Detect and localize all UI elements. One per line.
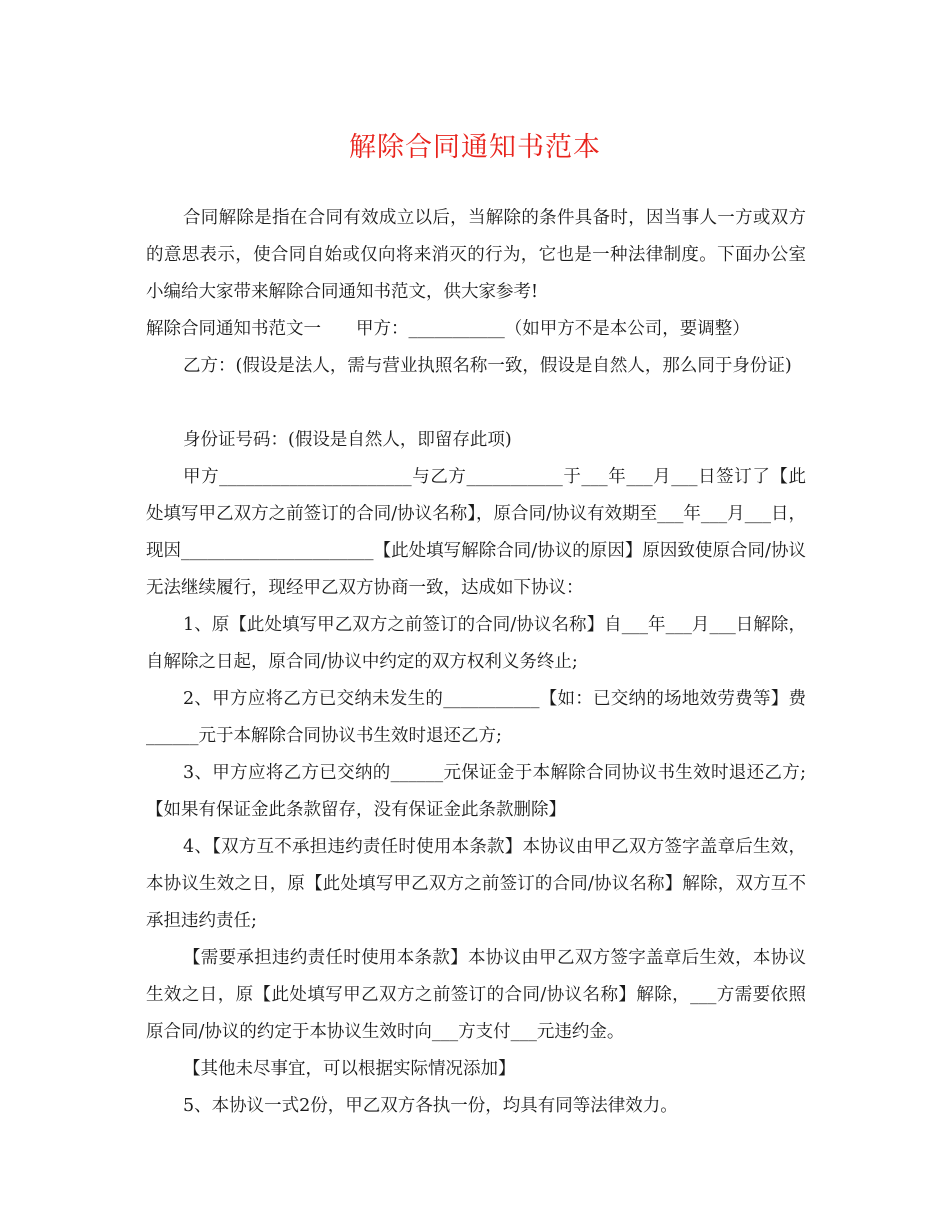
clause-3: 3、甲方应将乙方已交纳的______元保证金于本解除合同协议书生效时退还乙方;【如果有保证金此条款留存，没有保证金此条款删除】: [146, 763, 806, 820]
page-title: 解除合同通知书范本: [349, 132, 601, 163]
intro-paragraph: 合同解除是指在合同有效成立以后，当解除的条件具备时，因当事人一方或双方的意思表示，使合同自始或仅向将来消灭的行为，它也是一种法律制度。下面办公室小编给大家带来解除合同通知书范文，供大家参考!: [146, 208, 806, 302]
clause-4-alternative: 【需要承担违约责任时使用本条款】本协议由甲乙双方签字盖章后生效，本协议生效之日，原【此处填写甲乙双方之前签订的合同/协议名称】解除，___方需要依照原合同/协议的约定于本协议生效时向___方支付___元违约金。: [146, 948, 806, 1042]
other-matters-note: 【其他未尽事宜，可以根据实际情况添加】: [183, 1059, 516, 1079]
agreement-paragraph: 甲方______________________与乙方___________于___年___月___日签订了【此处填写甲乙双方之前签订的合同/协议名称】，原合同/协议有效期至___年___月___日，现因______________________【此处填写解除合同/协议的原因】原因致使原合同/协议无法继续履行，现经甲乙双方协商一致，达成如下协议：: [146, 467, 806, 598]
clause-4: 4、【双方互不承担违约责任时使用本条款】本协议由甲乙双方签字盖章后生效，本协议生效之日，原【此处填写甲乙双方之前签订的合同/协议名称】解除，双方互不承担违约责任;: [146, 837, 806, 931]
party-b-paragraph: 乙方：(假设是法人，需与营业执照名称一致，假设是自然人，那么同于身份证): [183, 356, 792, 376]
id-number-paragraph: 身份证号码：(假设是自然人，即留存此项): [183, 430, 512, 450]
sample-heading-party-a: 解除合同通知书范文一 甲方：___________（如甲方不是本公司，要调整）: [146, 319, 750, 339]
clause-2: 2、甲方应将乙方已交纳未发生的___________【如：已交纳的场地效劳费等】费______元于本解除合同协议书生效时退还乙方;: [146, 689, 806, 746]
clause-1: 1、原【此处填写甲乙双方之前签订的合同/协议名称】自___年___月___日解除，自解除之日起，原合同/协议中约定的双方权利义务终止;: [146, 615, 806, 672]
clause-5: 5、本协议一式2份，甲乙双方各执一份，均具有同等法律效力。: [183, 1096, 678, 1116]
